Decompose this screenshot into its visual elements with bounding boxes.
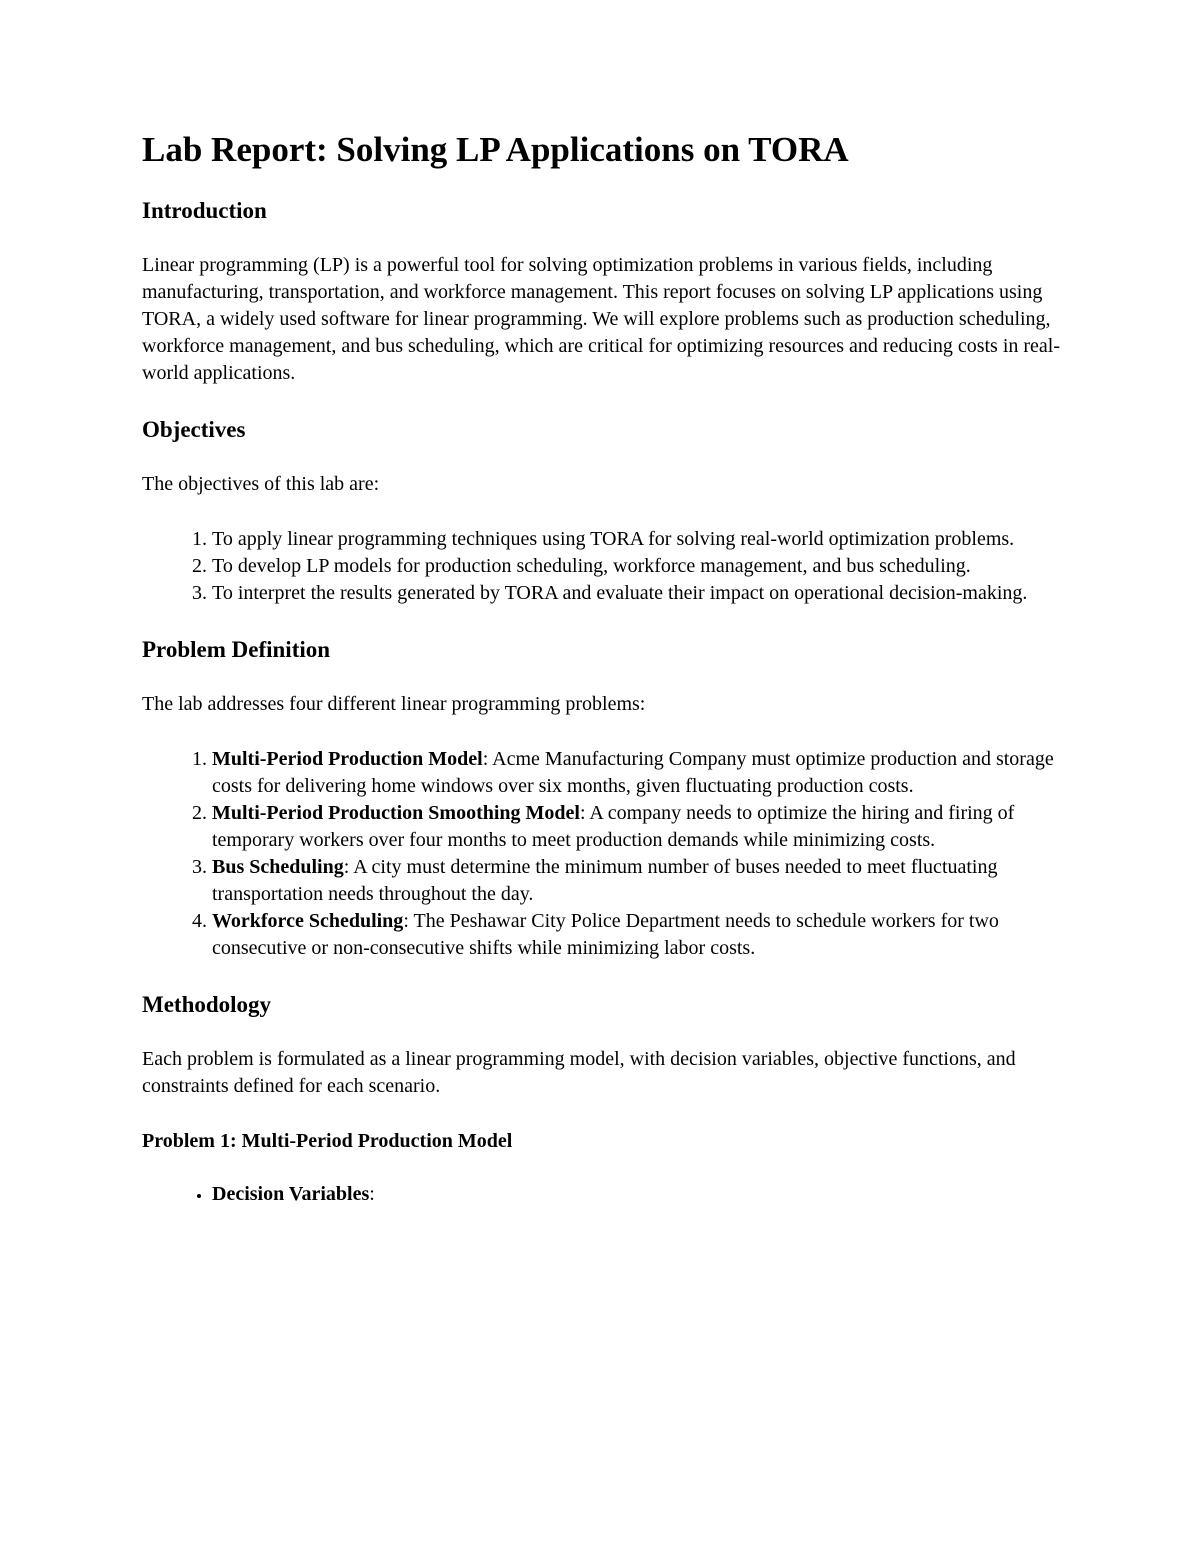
problem-definition-section [142, 635, 1062, 962]
problem1-bullet [212, 1181, 1062, 1208]
methodology-section [142, 990, 1062, 1100]
problem-description: : The Peshawar City Police Department needs to schedule workers for two consecutive or non-consecutive shifts while minimizing labor costs. [212, 910, 999, 959]
problem1-section [142, 1128, 1062, 1208]
problem1-bullets [142, 1181, 1062, 1208]
introduction-paragraph: Linear programming (LP) is a powerful tool for solving optimization problems in various fields, including manufacturing, transportation, and workforce management. This report focuses on solving LP applications using TORA, a widely used software for linear programming. We will explore problems such as production scheduling, workforce management, and bus scheduling, which are critical for optimizing resources and reducing costs in real-world applications. [142, 254, 1061, 384]
objectives-section [142, 415, 1062, 607]
problem-item [212, 746, 1062, 800]
problem-term: Workforce Scheduling [212, 910, 404, 932]
problem-description: : Acme Manufacturing Company must optimize production and storage costs for delivering home windows over six months, given fluctuating production costs. [212, 748, 1054, 797]
problem-term: Multi-Period Production Model [212, 748, 483, 770]
document-title: Lab Report: Solving LP Applications on TORA [142, 130, 849, 169]
problem-term: Bus Scheduling [212, 856, 344, 878]
bullet-term: Decision Variables [212, 1183, 370, 1205]
methodology-heading: Methodology [142, 992, 272, 1017]
objective-item: 3. To interpret the results generated by TORA and evaluate their impact on operational decision-making. [212, 580, 1062, 607]
introduction-section [142, 196, 1062, 387]
objectives-list [142, 526, 1062, 607]
problem-term: Multi-Period Production Smoothing Model [212, 802, 580, 824]
objectives-heading: Objectives [142, 417, 246, 442]
problem-description: : A company needs to optimize the hiring and firing of temporary workers over four months to meet production demands while minimizing costs. [212, 802, 1015, 851]
bullet-description: : [369, 1183, 375, 1205]
problem-definition-intro: The lab addresses four different linear programming problems: [142, 693, 646, 715]
objectives-intro: The objectives of this lab are: [142, 473, 380, 495]
problem-list [142, 746, 1062, 962]
problem-item [212, 908, 1062, 962]
problem-definition-heading: Problem Definition [142, 637, 331, 662]
objective-item: 2. To develop LP models for production scheduling, workforce management, and bus scheduling. [212, 553, 1062, 580]
problem-item [212, 854, 1062, 908]
problem1-heading: Problem 1: Multi-Period Production Model [142, 1130, 513, 1152]
methodology-paragraph: Each problem is formulated as a linear programming model, with decision variables, objective functions, and constraints defined for each scenario. [142, 1048, 1016, 1097]
document-content [142, 128, 1062, 1236]
introduction-heading: Introduction [142, 198, 267, 223]
problem-item [212, 800, 1062, 854]
objective-item: 1. To apply linear programming techniques using TORA for solving real-world optimization problems. [212, 526, 1062, 553]
problem-description: : A city must determine the minimum number of buses needed to meet fluctuating transportation needs throughout the day. [212, 856, 998, 905]
